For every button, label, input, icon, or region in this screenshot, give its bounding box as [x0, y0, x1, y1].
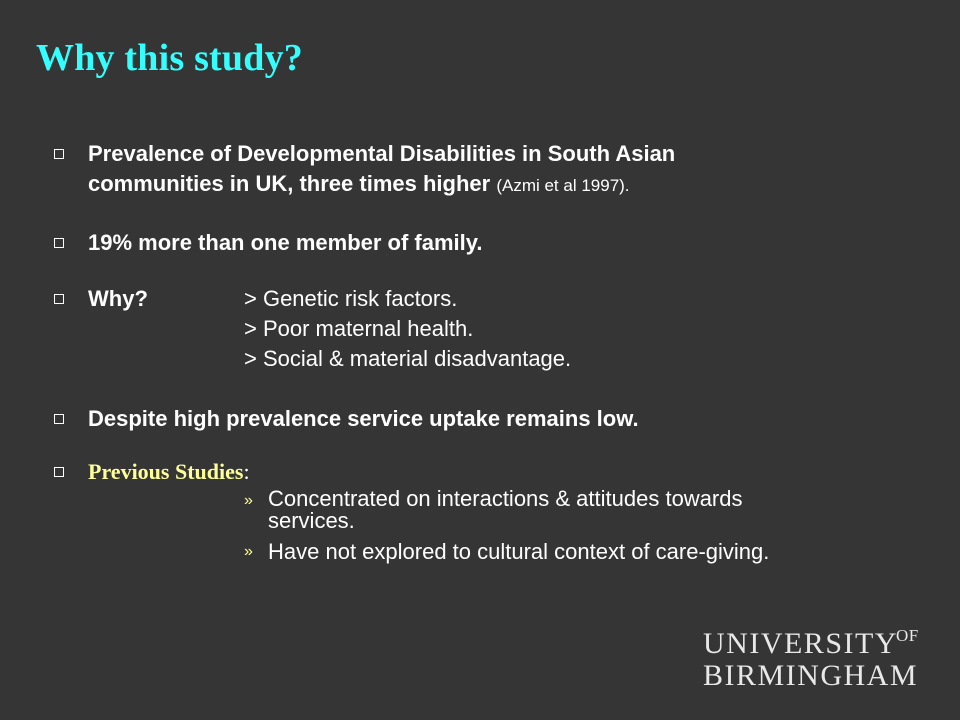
citation: (Azmi et al 1997).: [496, 176, 630, 195]
logo-of: OF: [896, 626, 919, 645]
reason-genetic: > Genetic risk factors.: [244, 286, 458, 311]
bullet-square-icon: [54, 467, 64, 477]
bullet-square-icon: [54, 414, 64, 424]
subpoint-interactions-line2: services.: [268, 508, 355, 533]
subpoint-cultural-context: Have not explored to cultural context of care-giving.: [268, 539, 770, 564]
reason-maternal-health: > Poor maternal health.: [244, 316, 474, 341]
university-logo: [703, 620, 919, 692]
raquo-bullet-icon: »: [244, 492, 253, 509]
bullet-square-icon: [54, 149, 64, 159]
bullet-prevalence-line1: Prevalence of Developmental Disabilities in South Asian: [88, 141, 676, 166]
subpoint-interactions-line1: Concentrated on interactions & attitudes towards: [268, 486, 743, 511]
bullet-square-icon: [54, 294, 64, 304]
logo-university: UNIVERSITY: [703, 627, 898, 660]
logo-line2: BIRMINGHAM: [703, 659, 919, 692]
logo-line1: [703, 620, 919, 660]
bullet-why-label: Why?: [88, 286, 148, 311]
slide-title: Why this study?: [36, 37, 303, 79]
reason-social-disadvantage: > Social & material disadvantage.: [244, 346, 572, 371]
bullet-prevalence-line2: [88, 170, 630, 200]
bullet-square-icon: [54, 238, 64, 248]
previous-studies-label: Previous Studies: [88, 459, 244, 484]
bullet-family: 19% more than one member of family.: [88, 230, 483, 255]
bullet-previous-studies: [88, 458, 250, 486]
previous-studies-colon: :: [243, 459, 250, 484]
bullet-service-uptake: Despite high prevalence service uptake remains low.: [88, 406, 639, 431]
prevalence-text: communities in UK, three times higher: [88, 171, 491, 196]
raquo-bullet-icon: »: [244, 543, 253, 560]
